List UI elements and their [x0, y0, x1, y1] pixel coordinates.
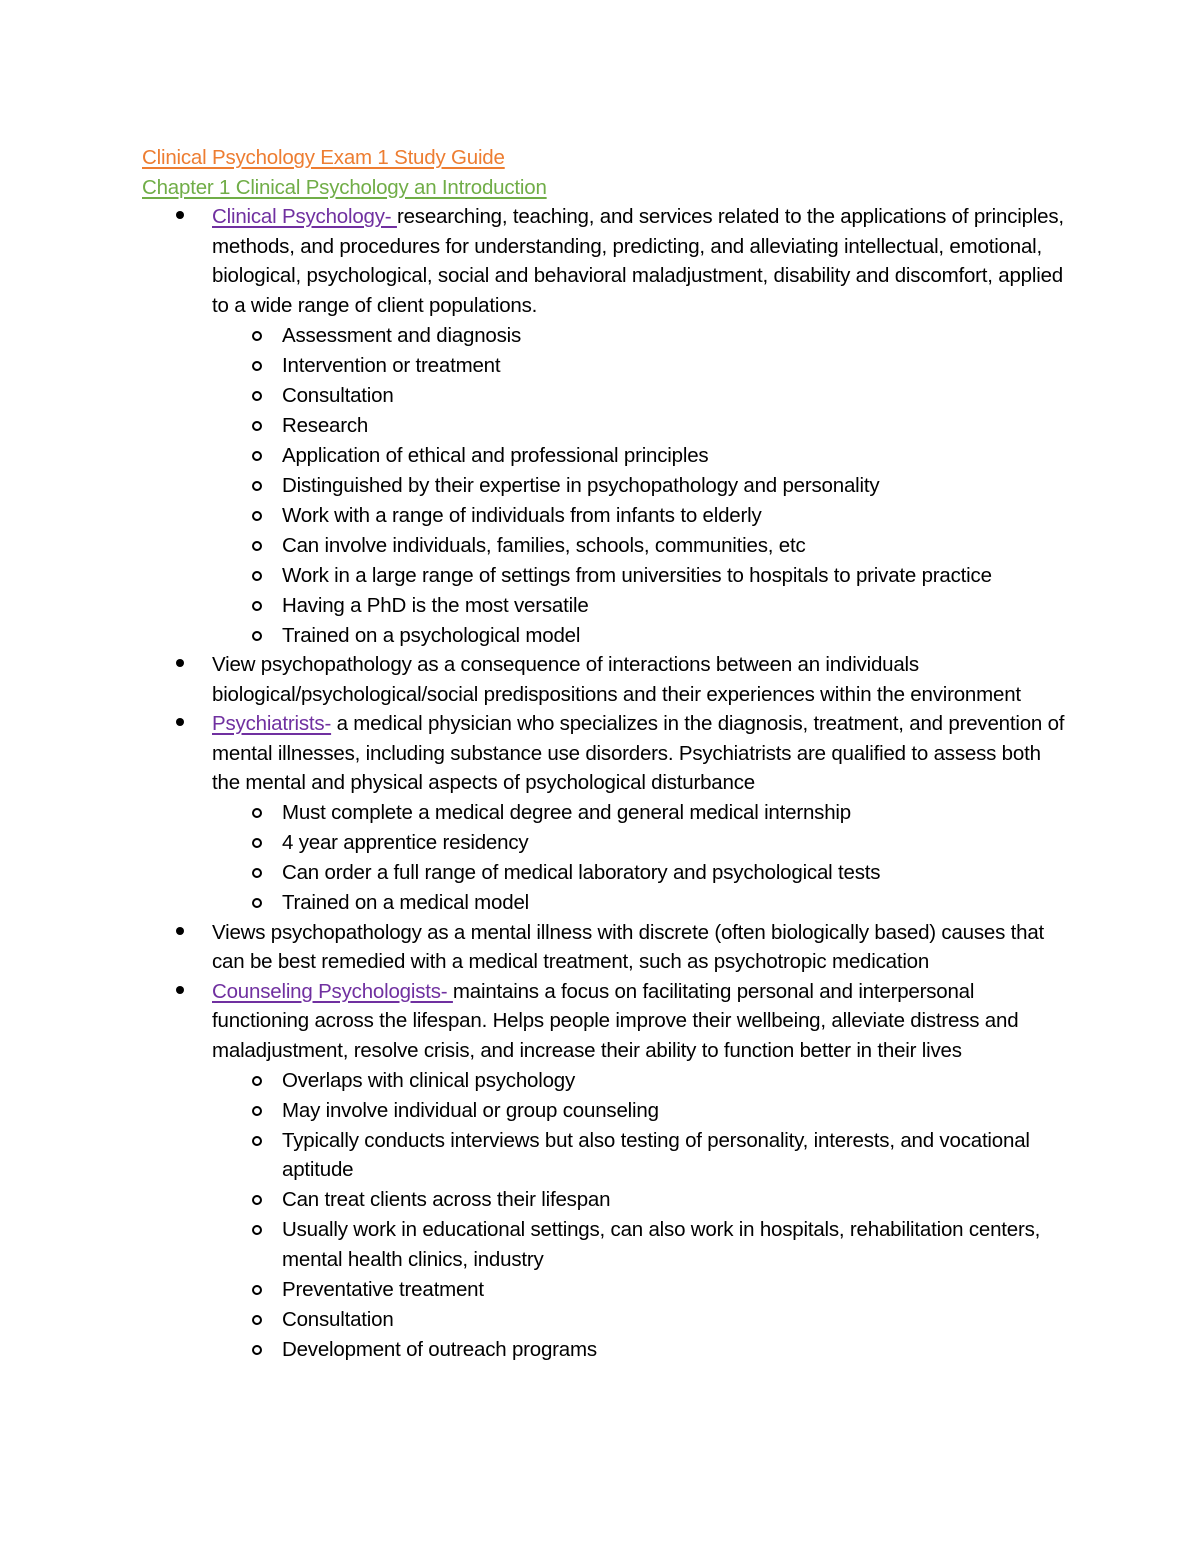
sub-list-item-text: Work in a large range of settings from universities to hospitals to private practice [282, 563, 992, 587]
list-item-text [212, 650, 1072, 709]
sub-list-item-text: Development of outreach programs [282, 1337, 597, 1361]
sub-list-item [212, 888, 1072, 918]
term-definition: View psychopathology as a consequence of interactions between an individuals biological/psychological/social predispositions and their experiences within the environment [212, 653, 1021, 706]
sub-list-item [212, 411, 1072, 441]
circle-bullet-icon [252, 1345, 262, 1355]
list-item-text [212, 918, 1072, 977]
sub-list-item [212, 321, 1072, 351]
term-definition: a medical physician who specializes in the diagnosis, treatment, and prevention of mental illnesses, including substance use disorders. Psychiatrists are qualified to assess both the mental and physical aspects of psychological disturbance [212, 712, 1065, 794]
sub-list-item-text: Preventative treatment [282, 1277, 484, 1301]
sub-list-item-text: Consultation [282, 1307, 394, 1331]
list-item-text [212, 202, 1072, 320]
sub-list-item-text: Usually work in educational settings, can also work in hospitals, rehabilitation centers, mental health clinics, industry [282, 1218, 1041, 1271]
circle-bullet-icon [252, 1076, 262, 1086]
sub-list-item [212, 381, 1072, 411]
sub-bullet-list [212, 798, 1072, 918]
circle-bullet-icon [252, 1285, 262, 1295]
term-label: Clinical Psychology- [212, 205, 397, 228]
list-item [142, 709, 1072, 918]
sub-list-item [212, 1126, 1072, 1185]
circle-bullet-icon [252, 571, 262, 581]
sub-list-item [212, 351, 1072, 381]
circle-bullet-icon [252, 511, 262, 521]
sub-list-item [212, 1185, 1072, 1215]
sub-list-item [212, 531, 1072, 561]
sub-list-item-text: Application of ethical and professional principles [282, 443, 709, 467]
sub-list-item [212, 1215, 1072, 1274]
circle-bullet-icon [252, 331, 262, 341]
sub-list-item [212, 501, 1072, 531]
sub-list-item-text: Consultation [282, 383, 394, 407]
sub-list-item [212, 1305, 1072, 1335]
circle-bullet-icon [252, 481, 262, 491]
bullet-icon [176, 986, 184, 994]
term-label: Psychiatrists- [212, 712, 332, 735]
sub-list-item-text: 4 year apprentice residency [282, 831, 529, 854]
circle-bullet-icon [252, 1315, 262, 1325]
sub-bullet-list [212, 321, 1072, 651]
sub-list-item-text: Distinguished by their expertise in psychopathology and personality [282, 473, 880, 497]
circle-bullet-icon [252, 1195, 262, 1205]
sub-list-item [212, 471, 1072, 501]
sub-list-item [212, 828, 1072, 858]
sub-bullet-list [212, 1066, 1072, 1365]
term-definition: Views psychopathology as a mental illness with discrete (often biologically based) causes that can be best remedied with a medical treatment, such as psychotropic medication [212, 920, 1045, 973]
main-bullet-list [142, 202, 1072, 1364]
term-label: Counseling Psychologists- [212, 979, 453, 1003]
sub-list-item-text: Can involve individuals, families, schools, communities, etc [282, 533, 806, 557]
bullet-icon [176, 927, 184, 935]
circle-bullet-icon [252, 1136, 262, 1146]
document-title: Clinical Psychology Exam 1 Study Guide [142, 146, 505, 169]
term-definition: maintains a focus on facilitating personal and interpersonal functioning across the lifespan. Helps people improve their wellbeing, alleviate distress and maladjustment, resolve crisis, and increase their ability to function better in their lives [212, 979, 1019, 1062]
circle-bullet-icon [252, 868, 262, 878]
sub-list-item-text: Can treat clients across their lifespan [282, 1188, 611, 1211]
circle-bullet-icon [252, 541, 262, 551]
circle-bullet-icon [252, 808, 262, 818]
list-item [142, 202, 1072, 650]
sub-list-item [212, 621, 1072, 651]
sub-list-item [212, 591, 1072, 621]
sub-list-item [212, 1096, 1072, 1126]
circle-bullet-icon [252, 601, 262, 611]
sub-list-item [212, 798, 1072, 828]
sub-list-item-text: Overlaps with clinical psychology [282, 1068, 576, 1092]
circle-bullet-icon [252, 1225, 262, 1235]
circle-bullet-icon [252, 1106, 262, 1116]
sub-list-item-text: Typically conducts interviews but also testing of personality, interests, and vocational aptitude [282, 1128, 1030, 1181]
list-item-text [212, 709, 1072, 798]
sub-list-item-text: Intervention or treatment [282, 353, 501, 377]
bullet-icon [176, 718, 184, 726]
list-item-text [212, 977, 1072, 1066]
document-content [142, 143, 1072, 1364]
sub-list-item [212, 1335, 1072, 1365]
sub-list-item-text: Research [282, 413, 369, 437]
circle-bullet-icon [252, 838, 262, 848]
circle-bullet-icon [252, 898, 262, 908]
list-item [142, 977, 1072, 1365]
circle-bullet-icon [252, 361, 262, 371]
term-definition: researching, teaching, and services related to the applications of principles, methods, and procedures for understanding, predicting, and alleviating intellectual, emotional, biological, psychological, social and behavioral maladjustment, disability and discomfort, applied to a wide range of client populations. [212, 205, 1064, 317]
circle-bullet-icon [252, 391, 262, 401]
circle-bullet-icon [252, 451, 262, 461]
bullet-icon [176, 211, 184, 219]
sub-list-item [212, 1275, 1072, 1305]
sub-list-item-text: Assessment and diagnosis [282, 323, 522, 347]
chapter-heading: Chapter 1 Clinical Psychology an Introduction [142, 175, 547, 199]
sub-list-item [212, 858, 1072, 888]
sub-list-item-text: May involve individual or group counseling [282, 1098, 659, 1122]
sub-list-item-text: Trained on a medical model [282, 891, 530, 914]
sub-list-item-text: Can order a full range of medical laboratory and psychological tests [282, 861, 881, 884]
sub-list-item-text: Must complete a medical degree and general medical internship [282, 801, 851, 824]
sub-list-item [212, 1066, 1072, 1096]
sub-list-item [212, 441, 1072, 471]
circle-bullet-icon [252, 421, 262, 431]
sub-list-item [212, 561, 1072, 591]
sub-list-item-text: Trained on a psychological model [282, 623, 581, 647]
circle-bullet-icon [252, 631, 262, 641]
sub-list-item-text: Work with a range of individuals from infants to elderly [282, 503, 762, 527]
bullet-icon [176, 659, 184, 667]
sub-list-item-text: Having a PhD is the most versatile [282, 593, 589, 617]
list-item [142, 918, 1072, 977]
list-item [142, 650, 1072, 709]
